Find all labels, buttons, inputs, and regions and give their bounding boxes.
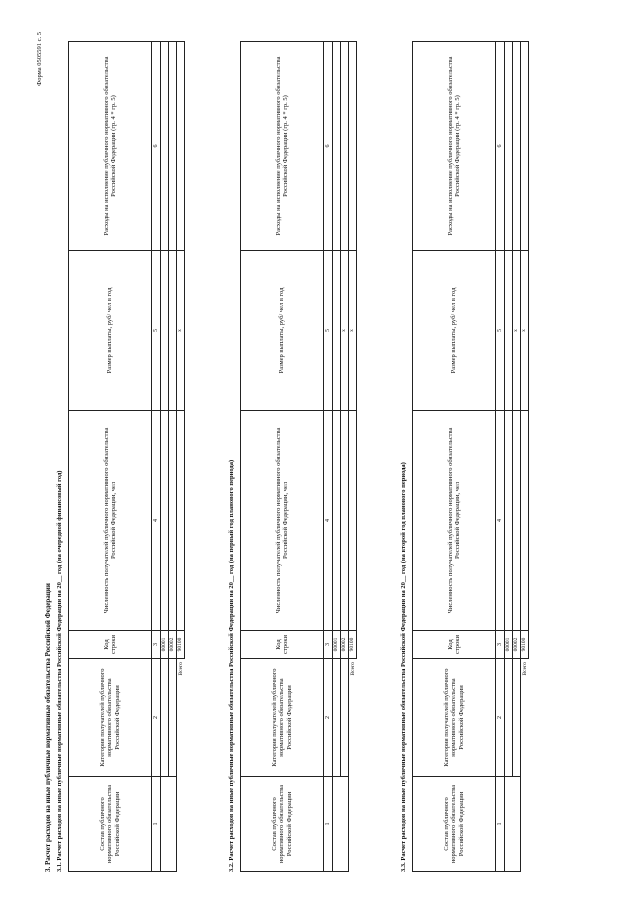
cell-line-code: 00001 [505, 631, 513, 659]
header-payment-size: Размер выплаты, руб/ чел в год [413, 251, 496, 411]
cell-expenses[interactable] [333, 42, 341, 251]
total-payment-size: х [521, 251, 529, 411]
table-row [341, 42, 349, 872]
total-row [521, 42, 529, 872]
column-number: 6 [496, 42, 505, 251]
cell-line-code: 00002 [169, 631, 177, 659]
calc-table-3-1 [68, 41, 185, 872]
table-row [333, 42, 341, 872]
column-number: 1 [152, 777, 161, 872]
column-number: 5 [324, 251, 333, 411]
column-number: 4 [152, 411, 161, 631]
cell-expenses[interactable] [505, 42, 513, 251]
cell-expenses[interactable] [513, 42, 521, 251]
header-category: Категория получателей публичного нормативного обязательства Российской Федерации [413, 659, 496, 777]
total-label: Всего [349, 662, 356, 676]
cell-payment-size[interactable]: х [341, 251, 349, 411]
column-number: 4 [324, 411, 333, 631]
header-expenses: Расходы на исполнение публичного нормативного обязательства Российской Федерации (гр. 4 * гр. 5) [69, 42, 152, 251]
cell-category[interactable] [513, 659, 521, 777]
cell-expenses[interactable] [161, 42, 169, 251]
section-title-3-1: 3.1. Расчет расходов на иные публичные нормативные обязательства Российской Федерации на 20__ год (на очередной финансовый год) [56, 470, 63, 872]
cell-recipients[interactable] [169, 411, 177, 631]
total-expenses[interactable] [177, 42, 185, 251]
cell-recipients[interactable] [161, 411, 169, 631]
total-payment-size: х [177, 251, 185, 411]
column-number: 3 [496, 631, 505, 659]
total-row [177, 42, 185, 872]
header-expenses: Расходы на исполнение публичного нормативного обязательства Российской Федерации (гр. 4 * гр. 5) [241, 42, 324, 251]
cell-payment-size[interactable] [169, 251, 177, 411]
cell-recipients[interactable] [333, 411, 341, 631]
column-number: 6 [152, 42, 161, 251]
header-payment-size: Размер выплаты, руб/ чел в год [69, 251, 152, 411]
column-number: 6 [324, 42, 333, 251]
section-title-3-3: 3.3. Расчет расходов на иные публичные нормативные обязательства Российской Федерации на 20__ год (на второй год планового периода) [400, 462, 407, 872]
total-payment-size: х [349, 251, 357, 411]
form-code: Форма 0505591 с. 5 [36, 32, 43, 86]
header-category: Категория получателей публичного нормативного обязательства Российской Федерации [69, 659, 152, 777]
cell-composition[interactable] [161, 777, 177, 872]
total-expenses[interactable] [349, 42, 357, 251]
column-number: 5 [496, 251, 505, 411]
calc-table-3-2 [240, 41, 357, 872]
total-expenses[interactable] [521, 42, 529, 251]
header-line-code: Код строки [413, 631, 496, 659]
total-row [349, 42, 357, 872]
total-line-code: 90100 [349, 631, 357, 659]
cell-expenses[interactable] [169, 42, 177, 251]
header-composition: Состав публичного нормативного обязательства Российской Федерации [413, 777, 496, 872]
header-composition: Состав публичного нормативного обязательства Российской Федерации [69, 777, 152, 872]
cell-recipients[interactable] [341, 411, 349, 631]
main-heading: 3. Расчет расходов на иные публичные нормативные обязательства Российской Федерации [44, 583, 52, 872]
cell-payment-size[interactable] [505, 251, 513, 411]
header-recipients: Численность получателей публичного нормативного обязательства Российской Федерации, чел [413, 411, 496, 631]
rotated-form-content [36, 24, 636, 880]
cell-line-code: 00002 [341, 631, 349, 659]
cell-expenses[interactable] [341, 42, 349, 251]
total-label: Всего [177, 662, 184, 676]
header-composition: Состав публичного нормативного обязательства Российской Федерации [241, 777, 324, 872]
header-line-code: Код строки [69, 631, 152, 659]
section-title-3-2: 3.2. Расчет расходов на иные публичные нормативные обязательства Российской Федерации на 20__ год (на первый год планового периода) [228, 459, 235, 872]
header-expenses: Расходы на исполнение публичного нормативного обязательства Российской Федерации (гр. 4 * гр. 5) [413, 42, 496, 251]
cell-line-code: 00002 [513, 631, 521, 659]
total-recipients[interactable] [177, 411, 185, 631]
column-number: 4 [496, 411, 505, 631]
column-number: 2 [496, 659, 505, 777]
total-recipients[interactable] [349, 411, 357, 631]
cell-composition[interactable] [505, 777, 521, 872]
cell-recipients[interactable] [505, 411, 513, 631]
table-row [513, 42, 521, 872]
cell-payment-size[interactable] [333, 251, 341, 411]
cell-line-code: 00001 [333, 631, 341, 659]
column-number: 2 [152, 659, 161, 777]
total-recipients[interactable] [521, 411, 529, 631]
total-label: Всего [521, 662, 528, 676]
cell-payment-size[interactable] [161, 251, 169, 411]
column-number: 5 [152, 251, 161, 411]
total-line-code: 90100 [177, 631, 185, 659]
column-number: 1 [496, 777, 505, 872]
cell-category[interactable] [169, 659, 177, 777]
header-recipients: Численность получателей публичного нормативного обязательства Российской Федерации, чел [241, 411, 324, 631]
calc-table-3-3 [412, 41, 529, 872]
cell-category[interactable] [341, 659, 349, 777]
header-category: Категория получателей публичного нормативного обязательства Российской Федерации [241, 659, 324, 777]
column-number: 2 [324, 659, 333, 777]
cell-composition[interactable] [333, 777, 349, 872]
total-line-code: 90100 [521, 631, 529, 659]
table-row [161, 42, 169, 872]
table-row [505, 42, 513, 872]
header-line-code: Код строки [241, 631, 324, 659]
cell-line-code: 00001 [161, 631, 169, 659]
header-payment-size: Размер выплаты, руб/ чел в год [241, 251, 324, 411]
cell-payment-size[interactable]: х [513, 251, 521, 411]
column-number: 3 [324, 631, 333, 659]
table-row [169, 42, 177, 872]
column-number: 3 [152, 631, 161, 659]
cell-category[interactable] [161, 659, 169, 777]
header-recipients: Численность получателей публичного нормативного обязательства Российской Федерации, чел [69, 411, 152, 631]
cell-recipients[interactable] [513, 411, 521, 631]
cell-category[interactable] [333, 659, 341, 777]
column-number: 1 [324, 777, 333, 872]
cell-category[interactable] [505, 659, 513, 777]
